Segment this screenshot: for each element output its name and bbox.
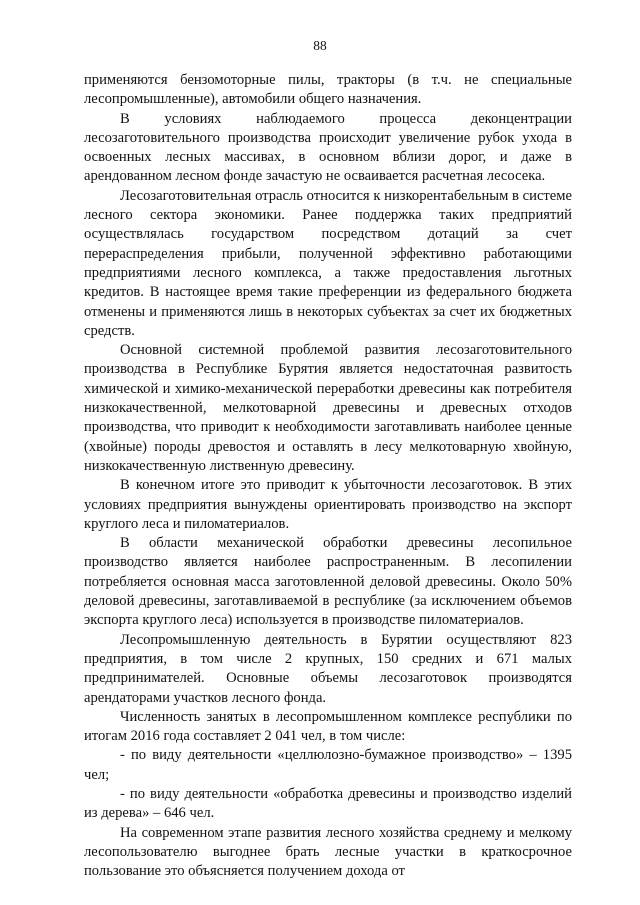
paragraph: Основной системной проблемой развития лесозаготовительного производства в Республике Бурятия является недостаточная развитость химической и химико-механической переработки древесины как потребителя низкокачественной, мелкотоварной древесины и древесных отходов производства, что приводит к необходимости заготавливать наиболее ценные (хвойные) породы древостоя и оставлять в лесу мелкотоварную хвойную, низкокачественную лиственную древесину. bbox=[84, 342, 572, 474]
paragraph: Численность занятых в лесопромышленном комплексе республики по итогам 2016 года составляет 2 041 чел, в том числе: bbox=[84, 708, 572, 745]
body-text bbox=[84, 71, 572, 881]
list-item: - по виду деятельности «обработка древесины и производство изделий из дерева» – 646 чел. bbox=[84, 785, 572, 822]
paragraph: На современном этапе развития лесного хозяйства среднему и мелкому лесопользователю выгоднее брать лесные участки в краткосрочное пользование это объясняется получением дохода от bbox=[84, 824, 572, 880]
paragraph: применяются бензомоторные пилы, тракторы (в т.ч. не специальные лесопромышленные), автомобили общего назначения. bbox=[84, 72, 572, 108]
paragraph: Лесопромышленную деятельность в Бурятии осуществляют 823 предприятия, в том числе 2 крупных, 150 средних и 671 малых предпринимателей. Основные объемы лесозаготовок производятся арендаторами участков лесного фонда. bbox=[84, 631, 572, 706]
paragraph: В конечном итоге это приводит к убыточности лесозаготовок. В этих условиях предприятия вынуждены ориентировать производство на экспорт круглого леса и пиломатериалов. bbox=[84, 477, 572, 532]
paragraph: Лесозаготовительная отрасль относится к низкорентабельным в системе лесного сектора экономики. Ранее поддержка таких предприятий осуществлялась государством посредством дотаций за счет перераспределения прибыли, полученной эффективно работающими предприятиями лесного комплекса, а также предоставления льготных кредитов. В настоящее время такие преференции из федерального бюджета отменены и применяются лишь в некоторых субъектах за счет их бюджетных средств. bbox=[84, 187, 572, 339]
paragraph: В области механической обработки древесины лесопильное производство является наиболее распространенным. В лесопилении потребляется основная масса заготовленной деловой древесины. Около 50% деловой древесины, заготавливаемой в республике (за исключением объемов экспорта круглого леса) используется в производстве пиломатериалов. bbox=[84, 535, 572, 629]
page-number: 88 bbox=[313, 38, 327, 53]
list-item: - по виду деятельности «целлюлозно-бумажное производство» – 1395 чел; bbox=[84, 747, 572, 783]
paragraph: В условиях наблюдаемого процесса деконцентрации лесозаготовительного производства происходит увеличение рубок ухода в освоенных лесных массивах, в основном вблизи дорог, и даже в арендованном лесном фонде зачастую не осваивается расчетная лесосека. bbox=[84, 110, 572, 185]
